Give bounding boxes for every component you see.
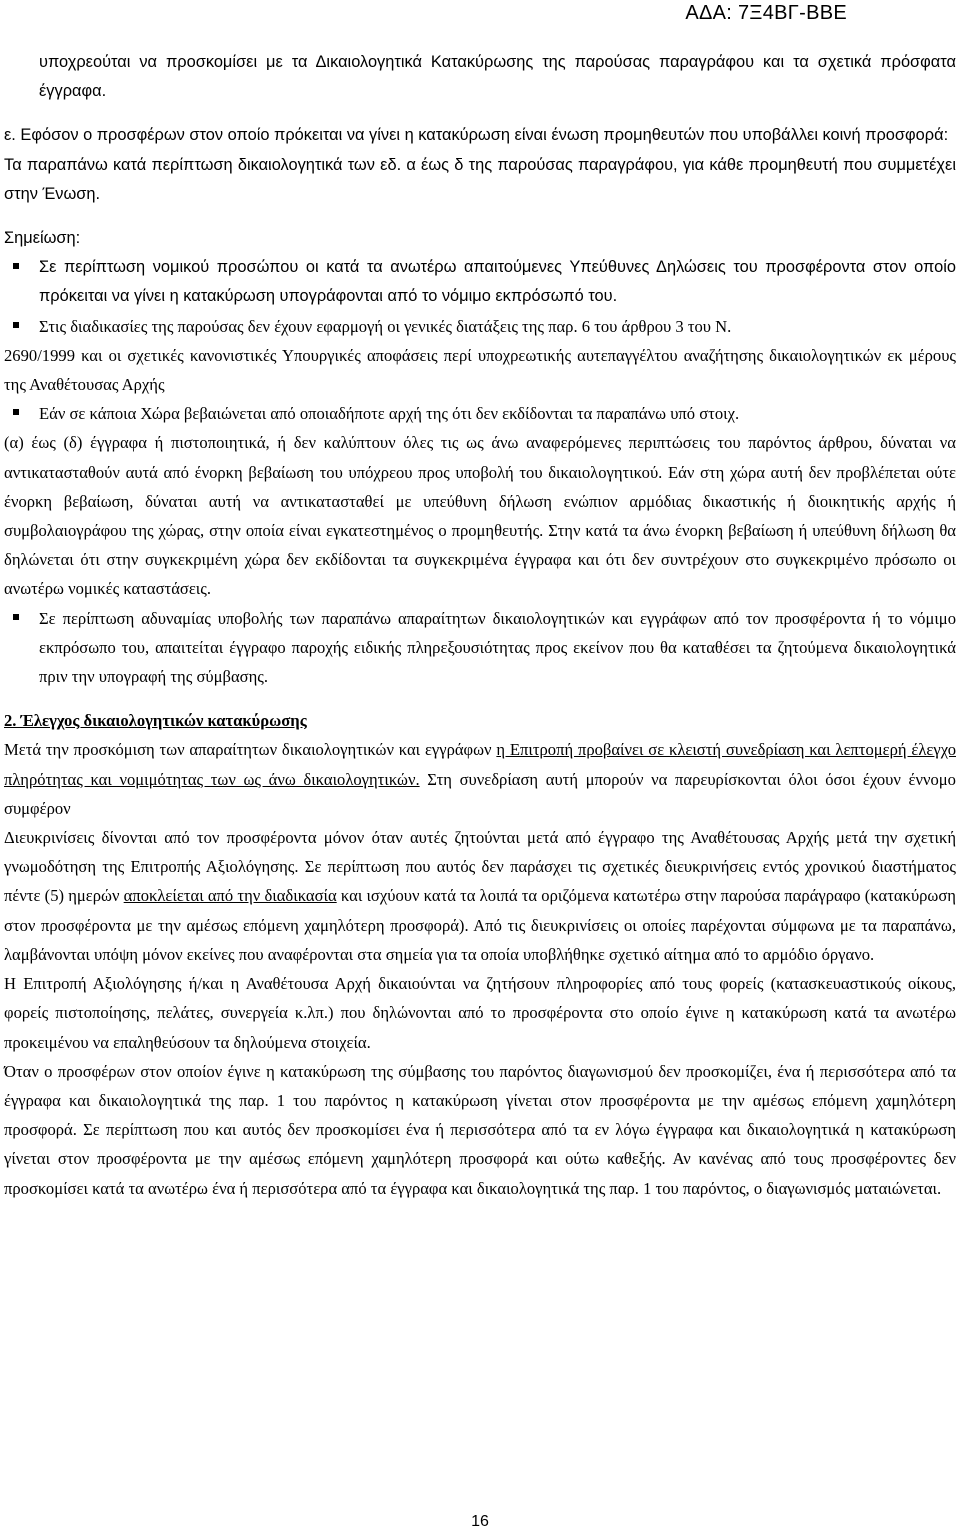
clause-e-detail: Τα παραπάνω κατά περίπτωση δικαιολογητικά των εδ. α έως δ της παρούσας παραγράφου, για κάθε προμηθευτή που συμμετέχει στην Ένωση. xyxy=(4,155,956,203)
note-label: Σημείωση: xyxy=(4,229,81,248)
square-bullet-icon xyxy=(13,263,19,269)
bullet-text: Σε περίπτωση νομικού προσώπου οι κατά τα ανωτέρω απαιτούμενες Υπεύθυνες Δηλώσεις του προσφέροντα στον οποίο πρόκειται να γίνει η κατακύρωση υπογράφονται από το νόμιμο εκπρόσωπό του. xyxy=(39,258,956,306)
note-bullet-4 xyxy=(4,604,956,692)
text-run: Μετά την προσκόμιση των απαραίτητων δικαιολογητικών και εγγράφων xyxy=(4,740,497,760)
ada-header: ΑΔΑ: 7Ξ4ΒΓ-ΒΒΕ xyxy=(685,2,847,24)
bullet-continuation: (α) έως (δ) έγγραφα ή πιστοποιητικά, ή δεν καλύπτουν όλες τις ως άνω αναφερόμενες περιπτώσεις του παρόντος άρθρου, δύναται να αντικατασταθούν αυτά από ένορκη βεβαίωση του υπόχρεου προς υποβολή του δικαιολογητικού. Εάν στη χώρα αυτή δεν προβλέπεται ούτε ένορκη βεβαίωση, δύναται αυτή να αντικατασταθεί με υπεύθυνη δήλωση ενώπιον αρμόδιας δικαστικής ή διοικητικής αρχής ή συμβολαιογράφου της χώρας, στην οποία είναι εγκατεστημένος ο προμηθευτής. Στην κατά τα άνω ένορκη βεβαίωση ή υπεύθυνη δήλωση θα δηλώνεται ότι στην συγκεκριμένη χώρα δεν εκδίδονται τα συγκεκριμένα έγγραφα και ότι δεν συντρέχουν στο συγκεκριμένο πρόσωπο οι ανωτέρω νομικές καταστάσεις. xyxy=(4,433,956,599)
section-paragraph-1 xyxy=(4,735,956,823)
bullet-text: Εάν σε κάποια Χώρα βεβαιώνεται από οποιαδήποτε αρχή της ότι δεν εκδίδονται τα παραπάνω υπό στοιχ. xyxy=(39,404,740,424)
section-heading xyxy=(4,706,956,735)
square-bullet-icon xyxy=(13,322,19,328)
spacer xyxy=(4,691,956,706)
text-run: Διευκρινίσεις δίνονται από τον προσφέροντα μόνον όταν αυτές ζητούνται μετά από έγγραφο της Αναθέτουσας Αρχής μετά την σχετική γνωμοδότηση της Επιτροπής Αξιολόγησης. Σε περίπτωση που αυτός δεν παράσχει τις σχετικές διευκρινήσεις εντός χρονικού διαστήματος πέντε (5) ημερών xyxy=(4,828,956,906)
document-body xyxy=(4,48,956,1203)
page-number: 16 xyxy=(471,1513,489,1530)
section-paragraph-4: Όταν ο προσφέρων στον οποίον έγινε η κατακύρωση της σύμβασης του παρόντος διαγωνισμού δεν προσκομίζει, ένα ή περισσότερα από τα έγγραφα και δικαιολογητικά της παρ. 1 του παρόντος η κατακύρωση γίνεται στον προσφέροντα με την αμέσως επόμενη χαμηλότερη προσφορά. Σε περίπτωση που και αυτός δεν προσκομίσει ένα ή περισσότερα από τα εν λόγω έγγραφα και δικαιολογητικά η κατακύρωση γίνεται στον προσφέροντα με την αμέσως επόμενη χαμηλότερη προσφορά και ούτω καθεξής. Αν κανένας από τους προσφέροντες δεν προσκομίσει κατά τα ανωτέρω ένα ή περισσότερα από τα έγγραφα και δικαιολογητικά της παρ. 1 του παρόντος, ο διαγωνισμός ματαιώνεται. xyxy=(4,1061,956,1198)
text-run: και ισχύουν κατά τα λοιπά τα οριζόμενα κατωτέρω στην παρούσα παράγραφο (κατακύρωση στον προσφέροντα με την αμέσως επόμενη χαμηλότερη προσφορά). Από τις διευκρινίσεις οι οποίες παρέχονται σύμφωνα με τα παραπάνω, λαμβάνονται υπόψη μόνον εκείνες που αναφέρονται στα σημεία για τα οποία υποβλήθηκε σχετικό αίτημα από το αρμόδιο όργανο. xyxy=(4,886,956,964)
section-heading-text: 2. Έλεγχος δικαιολογητικών κατακύρωσης xyxy=(4,711,307,731)
spacer xyxy=(4,209,956,224)
note-bullet-3 xyxy=(4,399,956,428)
note-bullet-1 xyxy=(4,253,956,311)
underlined-text: η Επιτροπή προβαίνει σε κλειστή συνεδρίαση και λεπτομερή έλεγχο πληρότητας και νομιμότητας των ως άνω δικαιολογητικών. xyxy=(4,740,956,789)
square-bullet-icon xyxy=(13,409,19,415)
bullet-continuation: 2690/1999 και οι σχετικές κανονιστικές Υπουργικές αποφάσεις περί υποχρεωτικής αυτεπαγγέλτου αναζήτησης δικαιολογητικών εκ μέρους της Αναθέτουσας Αρχής xyxy=(4,345,956,395)
bullet-text: Σε περίπτωση αδυναμίας υποβολής των παραπάνω απαραίτητων δικαιολογητικών και εγγράφων από τον προσφέροντα ή το νόμιμο εκπρόσωπο του, απαιτείται έγγραφο παροχής ειδικής πληρεξουσιότητας προς εκείνον που θα καταθέσει τα ζητούμενα δικαιολογητικά πριν την υπογραφή της σύμβασης. xyxy=(39,608,956,687)
intro-paragraph: υποχρεούται να προσκομίσει με τα Δικαιολογητικά Κατακύρωσης της παρούσας παραγράφου και τα σχετικά πρόσφατα έγγραφα. xyxy=(39,53,956,101)
text-run: Στη συνεδρίαση αυτή μπορούν να παρευρίσκονται όλοι όσοι έχουν έννομο συμφέρον xyxy=(4,769,956,818)
note-bullet-2 xyxy=(4,312,956,341)
clause-e: ε. Εφόσον ο προσφέρων στον οποίο πρόκειται να γίνει η κατακύρωση είναι ένωση προμηθευτών που υποβάλλει κοινή προσφορά: xyxy=(4,126,949,145)
underlined-text: αποκλείεται από την διαδικασία xyxy=(123,886,337,906)
spacer xyxy=(4,106,956,121)
section-paragraph-2 xyxy=(4,823,956,969)
section-paragraph-3: Η Επιτροπή Αξιολόγησης ή/και η Αναθέτουσα Αρχή δικαιούνται να ζητήσουν πληροφορίες από τους φορείς (κατασκευαστικούς οίκους, φορείς πιστοποίησης, πελάτες, συνεργεία κ.λπ.) που δηλώνονται από το προσφέροντα στο οποίο έγινε η κατακύρωση κατά τα ανωτέρω προκειμένου να επαληθεύσουν τα δηλούμενα στοιχεία. xyxy=(4,974,956,1052)
bullet-text: Στις διαδικασίες της παρούσας δεν έχουν εφαρμογή οι γενικές διατάξεις της παρ. 6 του άρθρου 3 του Ν. xyxy=(39,316,732,336)
square-bullet-icon xyxy=(13,614,19,620)
